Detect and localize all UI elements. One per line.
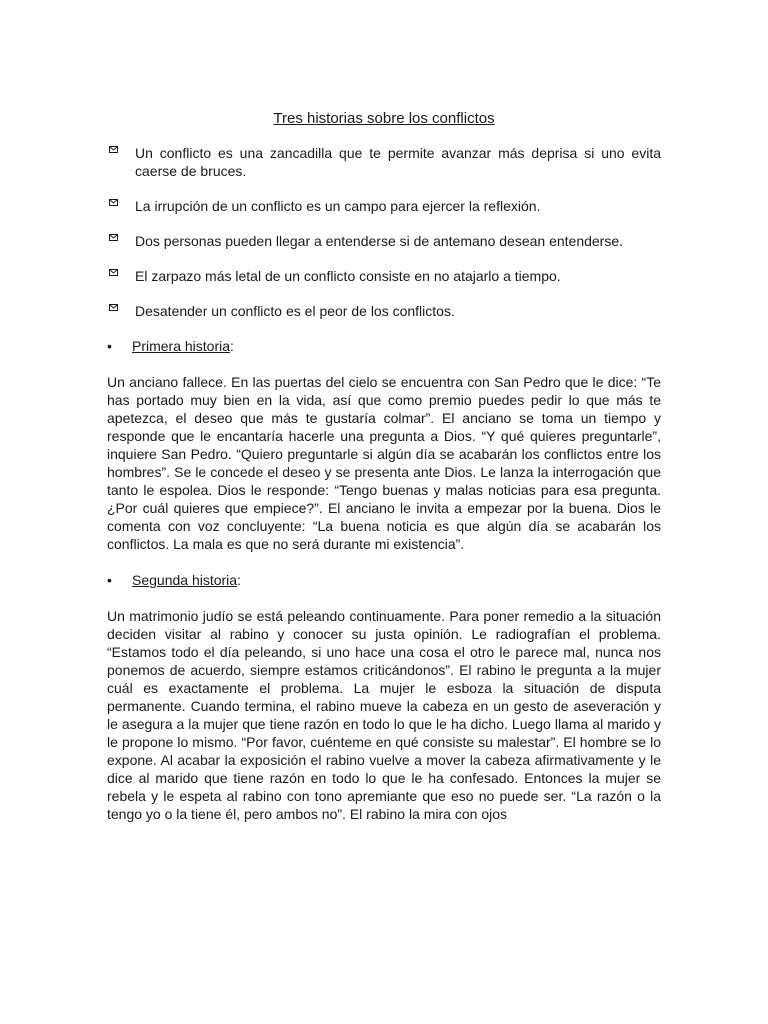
section-header xyxy=(107,571,661,589)
section-primera-historia xyxy=(107,337,661,553)
section-segunda-historia xyxy=(107,571,661,823)
section-title-colon: : xyxy=(230,338,234,354)
mail-icon xyxy=(107,197,135,215)
list-item xyxy=(107,267,661,285)
aphorism-text: Un conflicto es una zancadilla que te permite avanzar más deprisa si uno evita caerse de bruces. xyxy=(135,145,661,179)
bullet-icon: • xyxy=(107,338,112,354)
aphorism-list xyxy=(107,144,661,320)
section-title: Primera historia xyxy=(132,338,231,354)
list-item xyxy=(107,144,661,180)
mail-icon xyxy=(107,302,135,320)
section-title: Segunda historia xyxy=(132,572,238,588)
mail-icon xyxy=(107,144,135,180)
aphorism-text: Dos personas pueden llegar a entenderse si de antemano desean entenderse. xyxy=(135,233,624,249)
mail-icon xyxy=(107,232,135,250)
section-heading xyxy=(132,571,241,589)
section-header xyxy=(107,337,661,355)
story-paragraph: Un anciano fallece. En las puertas del cielo se encuentra con San Pedro que le dice: “Te has portado muy bien en la vida, así que como premio puedes pedir lo que más te apetezca, el deseo que más te gustaría colmar”. El anciano se toma un tiempo y responde que le encantaría hacerle una pregunta a Dios. “Y qué quieres preguntarle”, inquiere San Pedro. “Quiero preguntarle si algún día se acabarán los conflictos entre los hombres”. Se le concede el deseo y se presenta ante Dios. Le lanza la interrogación que tanto le espolea. Dios le responde: “Tengo buenas y malas noticias para esa pregunta. ¿Por cuál quieres que empiece?”. El anciano le invita a empezar por la buena. Dios le comenta con voz concluyente: “La buena noticia es que algún día se acabarán los conflictos. La mala es que no será durante mi existencia”. xyxy=(107,374,661,552)
section-title-colon: : xyxy=(237,572,241,588)
bullet-icon: • xyxy=(107,572,112,588)
aphorism-text: La irrupción de un conflicto es un campo para ejercer la reflexión. xyxy=(135,198,541,214)
list-item xyxy=(107,302,661,320)
list-item xyxy=(107,197,661,215)
list-item xyxy=(107,232,661,250)
mail-icon xyxy=(107,267,135,285)
page-title: Tres historias sobre los conflictos xyxy=(273,110,495,127)
section-heading xyxy=(132,337,234,355)
story-paragraph: Un matrimonio judío se está peleando continuamente. Para poner remedio a la situación deciden visitar al rabino y conocer su justa opinión. Le radiografían el problema. “Estamos todo el día peleando, si uno hace una cosa el otro le parece mal, nunca nos ponemos de acuerdo, siempre estamos criticándonos”. El rabino le pregunta a la mujer cuál es exactamente el problema. La mujer le esboza la situación de disputa permanente. Cuando termina, el rabino mueve la cabeza en un gesto de aseveración y le asegura a la mujer que tiene razón en todo lo que le ha dicho. Luego llama al marido y le propone lo mismo. “Por favor, cuénteme en qué consiste su malestar”. El hombre se lo expone. Al acabar la exposición el rabino vuelve a mover la cabeza afirmativamente y le dice al marido que tiene razón en todo lo que le ha confesado. Entonces la mujer se rebela y le espeta al rabino con tono apremiante que eso no puede ser. “La razón o la tengo yo o la tiene él, pero ambos no”. El rabino la mira con ojos xyxy=(107,608,661,822)
aphorism-text: Desatender un conflicto es el peor de los conflictos. xyxy=(135,303,455,319)
aphorism-text: El zarpazo más letal de un conflicto consiste en no atajarlo a tiempo. xyxy=(135,268,561,284)
